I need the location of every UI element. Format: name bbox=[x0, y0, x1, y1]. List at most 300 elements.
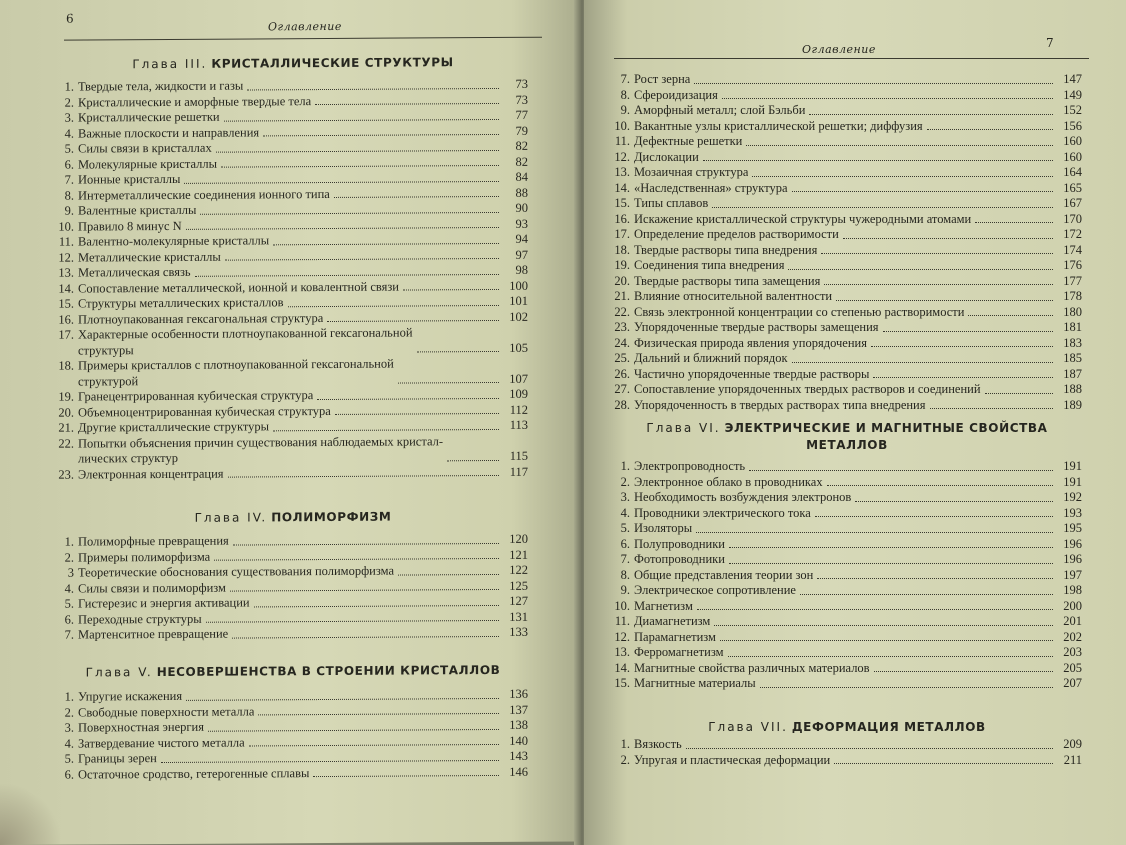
dot-leader bbox=[694, 83, 1053, 84]
entry-title: Диамагнетизм bbox=[634, 614, 711, 628]
entry-title: Примеры полиморфизма bbox=[78, 549, 211, 565]
entry-page-number: 105 bbox=[509, 340, 528, 355]
dot-leader bbox=[232, 635, 499, 638]
entry-number: 3. bbox=[64, 720, 74, 735]
entry-number: 26. bbox=[614, 366, 630, 381]
dot-leader bbox=[821, 253, 1053, 254]
entry-title: Правило 8 минус N bbox=[78, 218, 182, 234]
entry-number: 2. bbox=[620, 474, 630, 489]
dot-leader bbox=[214, 558, 499, 561]
entry-number: 2. bbox=[64, 550, 74, 565]
header-rule bbox=[614, 58, 1089, 59]
dot-leader bbox=[288, 304, 499, 306]
dot-leader bbox=[200, 211, 499, 214]
entry-number: 3. bbox=[64, 110, 74, 125]
entry-title: Дислокации bbox=[634, 149, 699, 164]
entry-number: 8. bbox=[620, 87, 630, 102]
entry-title: Попытки объяснения причин существования наблюдаемых кристал- bbox=[78, 433, 444, 451]
entry-text bbox=[634, 305, 964, 321]
entry-text bbox=[634, 258, 784, 274]
entry-text bbox=[78, 595, 250, 612]
entry-number: 12. bbox=[614, 629, 630, 644]
toc-entry bbox=[612, 289, 1082, 305]
entry-title: Твердые растворы типа внедрения bbox=[634, 242, 818, 257]
entry-number: 4. bbox=[64, 581, 74, 596]
entry-title: Твердые тела, жидкости и газы bbox=[78, 78, 244, 94]
entry-page-number: 176 bbox=[1063, 258, 1082, 272]
entry-text bbox=[78, 564, 394, 581]
entry-number: 2. bbox=[620, 752, 630, 767]
entry-page-number: 189 bbox=[1063, 397, 1082, 412]
entry-title: Объемноцентрированная кубическая структура bbox=[78, 403, 331, 420]
entry-page-number: 191 bbox=[1063, 459, 1082, 473]
entry-page-number: 100 bbox=[509, 278, 528, 293]
entry-text bbox=[78, 186, 330, 203]
entry-title: Определение пределов растворимости bbox=[634, 227, 839, 241]
dot-leader bbox=[800, 594, 1053, 595]
dot-leader bbox=[254, 604, 499, 606]
dot-leader bbox=[703, 160, 1053, 161]
entry-text bbox=[78, 295, 284, 312]
entry-number: 8. bbox=[620, 567, 630, 582]
dot-leader bbox=[195, 273, 499, 276]
entry-page-number: 122 bbox=[509, 562, 528, 577]
entry-text bbox=[634, 382, 981, 398]
entry-title: Фотопроводники bbox=[634, 552, 725, 566]
dot-leader bbox=[792, 191, 1053, 192]
toc-entry bbox=[612, 398, 1082, 414]
chapter-heading bbox=[58, 54, 528, 74]
entry-number: 8. bbox=[64, 188, 74, 203]
entry-title: Магнитные материалы bbox=[634, 676, 756, 690]
toc-entry bbox=[612, 661, 1082, 677]
dot-leader bbox=[752, 176, 1053, 177]
entry-number: 12. bbox=[614, 149, 630, 164]
entry-number: 22. bbox=[614, 304, 630, 319]
entry-text bbox=[634, 196, 708, 212]
entry-title: Свободные поверхности металла bbox=[78, 703, 255, 720]
toc-list bbox=[58, 77, 528, 483]
dot-leader bbox=[417, 351, 499, 353]
entry-title: Молекулярные кристаллы bbox=[78, 156, 217, 172]
entry-title: Вакантные узлы кристаллической решетки; диффузия bbox=[634, 118, 923, 133]
entry-page-number: 196 bbox=[1063, 536, 1082, 551]
toc-entry bbox=[58, 356, 528, 390]
entry-title: Сфероидизация bbox=[634, 87, 718, 102]
entry-page-number: 98 bbox=[515, 262, 528, 277]
entry-page-number: 197 bbox=[1063, 567, 1082, 582]
entry-page-number: 97 bbox=[515, 247, 528, 262]
dot-leader bbox=[712, 207, 1053, 208]
entry-number: 17. bbox=[58, 327, 74, 342]
entry-number: 10. bbox=[58, 219, 74, 234]
entry-page-number: 138 bbox=[509, 717, 528, 732]
entry-text bbox=[78, 466, 224, 482]
toc-entry bbox=[612, 630, 1082, 646]
entry-title: Изоляторы bbox=[634, 521, 693, 535]
chapter-prefix: Глава VI. bbox=[646, 421, 721, 435]
toc-entry bbox=[612, 150, 1082, 166]
entry-number: 2. bbox=[64, 705, 74, 720]
entry-text bbox=[78, 735, 245, 752]
dot-leader bbox=[335, 413, 499, 415]
entry-title: Электронное облако в проводниках bbox=[634, 474, 823, 489]
entry-title: Типы сплавов bbox=[634, 196, 709, 210]
dot-leader bbox=[233, 542, 499, 545]
toc-entry bbox=[612, 72, 1082, 88]
entry-title: Влияние относительной валентности bbox=[634, 289, 833, 303]
entry-page-number: 181 bbox=[1063, 320, 1082, 334]
dot-leader bbox=[228, 475, 499, 478]
entry-text bbox=[78, 534, 229, 550]
toc-list bbox=[58, 532, 528, 643]
entry-number: 7. bbox=[620, 72, 630, 86]
entry-page-number: 178 bbox=[1063, 289, 1082, 303]
entry-page-number: 207 bbox=[1063, 676, 1082, 690]
entry-number: 13. bbox=[614, 645, 630, 659]
entry-text bbox=[78, 94, 311, 111]
toc-entry bbox=[612, 737, 1082, 753]
toc-entry bbox=[612, 568, 1082, 584]
dot-leader bbox=[873, 377, 1053, 378]
entry-text bbox=[634, 676, 756, 692]
entry-page-number: 107 bbox=[509, 371, 528, 386]
entry-number: 4. bbox=[620, 505, 630, 520]
entry-text bbox=[78, 419, 269, 436]
entry-number: 2. bbox=[64, 95, 74, 110]
entry-title: Структуры металлических кристаллов bbox=[78, 295, 284, 311]
entry-number: 5. bbox=[64, 596, 74, 611]
entry-text bbox=[634, 165, 748, 181]
dot-leader bbox=[975, 222, 1053, 223]
dot-leader bbox=[746, 145, 1053, 146]
entry-title: Силы связи и полиморфизм bbox=[78, 580, 226, 596]
toc-entry bbox=[612, 506, 1082, 522]
entry-title: Полиморфные превращения bbox=[78, 533, 229, 549]
entry-text bbox=[78, 249, 221, 265]
dot-leader bbox=[749, 470, 1053, 471]
toc-entry bbox=[612, 258, 1082, 274]
entry-title: Полупроводники bbox=[634, 536, 725, 551]
toc-entry bbox=[612, 599, 1082, 615]
dot-leader bbox=[315, 103, 499, 105]
entry-text bbox=[78, 403, 331, 420]
dot-leader bbox=[871, 346, 1053, 347]
entry-page-number: 79 bbox=[515, 123, 528, 138]
entry-number: 4. bbox=[64, 126, 74, 141]
entry-title-continued: лических структур bbox=[78, 450, 178, 466]
entry-text bbox=[78, 388, 313, 405]
entry-title: Кристаллические решетки bbox=[78, 109, 220, 125]
entry-text bbox=[634, 521, 692, 537]
entry-number: 4. bbox=[64, 736, 74, 751]
entry-number: 7. bbox=[64, 172, 74, 187]
entry-number: 1. bbox=[64, 534, 74, 549]
entry-title: Переходные структуры bbox=[78, 611, 202, 627]
dot-leader bbox=[398, 573, 499, 575]
toc-entry bbox=[612, 367, 1082, 383]
dot-leader bbox=[968, 315, 1053, 316]
entry-title: Сопоставление упорядоченных твердых растворов и соединений bbox=[634, 382, 981, 396]
entry-number: 16. bbox=[614, 211, 630, 226]
entry-number: 5. bbox=[64, 751, 74, 766]
entry-number: 14. bbox=[58, 281, 74, 296]
entry-text bbox=[78, 434, 443, 467]
entry-number: 1. bbox=[64, 689, 74, 704]
entry-number: 3. bbox=[620, 490, 630, 504]
entry-text bbox=[78, 141, 212, 157]
entry-page-number: 127 bbox=[509, 593, 528, 608]
chapter-title: ПОЛИМОРФИЗМ bbox=[271, 509, 392, 525]
toc-list bbox=[612, 72, 1082, 413]
entry-text bbox=[78, 325, 413, 358]
entry-text bbox=[634, 336, 867, 352]
entry-page-number: 203 bbox=[1063, 645, 1082, 659]
entry-page-number: 167 bbox=[1063, 196, 1082, 210]
entry-text bbox=[78, 156, 217, 172]
entry-number: 25. bbox=[614, 351, 630, 365]
dot-leader bbox=[186, 697, 499, 700]
entry-title: Металлические кристаллы bbox=[78, 249, 221, 265]
dot-leader bbox=[184, 180, 499, 183]
entry-title: Ферромагнетизм bbox=[634, 645, 724, 659]
entry-number: 14. bbox=[614, 660, 630, 675]
entry-page-number: 90 bbox=[515, 200, 528, 215]
entry-title: Упорядоченные твердые растворы замещения bbox=[634, 320, 879, 334]
entry-page-number: 211 bbox=[1063, 752, 1082, 767]
entry-number: 6. bbox=[64, 612, 74, 627]
entry-title: Вязкость bbox=[634, 737, 682, 751]
toc-entry bbox=[612, 537, 1082, 553]
entry-text bbox=[634, 568, 813, 584]
entry-title: Частично упорядоченные твердые растворы bbox=[634, 366, 870, 381]
entry-page-number: 152 bbox=[1063, 103, 1082, 117]
running-head: Оглавление bbox=[268, 19, 342, 34]
toc-list bbox=[612, 459, 1082, 692]
entry-text bbox=[634, 150, 699, 166]
entry-title-continued: структурой bbox=[78, 373, 139, 389]
chapter-title-line2: МЕТАЛЛОВ bbox=[806, 438, 888, 452]
dot-leader bbox=[216, 149, 499, 152]
entry-title: Электрическое сопротивление bbox=[634, 583, 796, 597]
dot-leader bbox=[249, 744, 499, 747]
entry-page-number: 160 bbox=[1063, 134, 1082, 148]
entry-number: 6. bbox=[64, 767, 74, 782]
entry-page-number: 180 bbox=[1063, 304, 1082, 319]
entry-text bbox=[634, 274, 820, 290]
dot-leader bbox=[760, 687, 1053, 688]
entry-number: 15. bbox=[614, 676, 630, 690]
entry-number: 1. bbox=[64, 79, 74, 94]
toc-entry bbox=[612, 196, 1082, 212]
dot-leader bbox=[722, 98, 1053, 99]
entry-page-number: 205 bbox=[1063, 660, 1082, 675]
entry-number: 11. bbox=[58, 234, 74, 249]
entry-text bbox=[634, 459, 745, 475]
entry-title: Рост зерна bbox=[634, 72, 691, 86]
toc-entry bbox=[612, 305, 1082, 321]
entry-number: 20. bbox=[614, 273, 630, 288]
entry-number: 23. bbox=[58, 467, 74, 482]
dot-leader bbox=[729, 547, 1053, 548]
entry-page-number: 164 bbox=[1063, 165, 1082, 179]
entry-title: «Наследственная» структура bbox=[634, 180, 788, 195]
dot-leader bbox=[824, 284, 1053, 285]
header-rule bbox=[64, 37, 542, 41]
entry-text bbox=[634, 119, 923, 135]
entry-title: Связь электронной концентрации со степенью растворимости bbox=[634, 304, 965, 319]
entry-text bbox=[634, 134, 742, 150]
dot-leader bbox=[186, 227, 499, 230]
entry-text bbox=[78, 580, 226, 596]
finger-shadow bbox=[0, 780, 60, 845]
dot-leader bbox=[815, 516, 1053, 517]
entry-text bbox=[634, 475, 823, 491]
entry-text bbox=[78, 720, 204, 736]
entry-number: 19. bbox=[58, 389, 74, 404]
entry-text bbox=[634, 88, 718, 104]
entry-title: Гистерезис и энергия активации bbox=[78, 595, 250, 611]
entry-page-number: 102 bbox=[509, 309, 528, 324]
dot-leader bbox=[686, 748, 1053, 749]
chapter-heading bbox=[612, 420, 1082, 454]
dot-leader bbox=[221, 165, 499, 168]
entry-page-number: 147 bbox=[1063, 72, 1082, 86]
entry-page-number: 156 bbox=[1063, 118, 1082, 133]
dot-leader bbox=[697, 609, 1053, 610]
entry-page-number: 170 bbox=[1063, 211, 1082, 226]
entry-page-number: 84 bbox=[515, 169, 528, 184]
toc-entry bbox=[58, 325, 528, 359]
entry-title: Металлическая связь bbox=[78, 264, 191, 280]
entry-number: 28. bbox=[614, 397, 630, 412]
toc-entry bbox=[612, 351, 1082, 367]
dot-leader bbox=[225, 258, 499, 261]
entry-number: 15. bbox=[614, 196, 630, 210]
entry-number: 21. bbox=[58, 420, 74, 435]
entry-page-number: 133 bbox=[509, 624, 528, 639]
toc-entry bbox=[612, 119, 1082, 135]
entry-text bbox=[78, 110, 220, 126]
entry-page-number: 193 bbox=[1063, 505, 1082, 520]
entry-number: 19. bbox=[614, 258, 630, 272]
entry-page-number: 109 bbox=[509, 386, 528, 401]
entry-number: 21. bbox=[614, 289, 630, 303]
entry-number: 5. bbox=[64, 141, 74, 156]
entry-number: 16. bbox=[58, 312, 74, 327]
entry-page-number: 187 bbox=[1063, 366, 1082, 381]
entry-page-number: 140 bbox=[509, 733, 528, 748]
toc-entry bbox=[612, 227, 1082, 243]
entry-title: Магнитные свойства различных материалов bbox=[634, 660, 870, 675]
entry-title: Гранецентрированная кубическая структура bbox=[78, 388, 314, 404]
entry-text bbox=[78, 125, 259, 142]
entry-title: Парамагнетизм bbox=[634, 629, 716, 644]
dot-leader bbox=[985, 393, 1053, 394]
entry-page-number: 121 bbox=[509, 547, 528, 562]
entry-title: Электронная концентрация bbox=[78, 466, 224, 482]
entry-number: 12. bbox=[58, 250, 74, 265]
entry-title: Мозаичная структура bbox=[634, 165, 749, 179]
entry-number: 1. bbox=[620, 737, 630, 751]
entry-number: 11. bbox=[614, 134, 630, 148]
entry-page-number: 82 bbox=[515, 138, 528, 153]
entry-text bbox=[634, 289, 832, 305]
entry-title: Электропроводность bbox=[634, 459, 746, 473]
toc-entry bbox=[58, 764, 528, 782]
entry-number: 3 bbox=[67, 565, 74, 580]
chapter-heading bbox=[58, 662, 528, 682]
entry-text bbox=[78, 172, 180, 188]
entry-text bbox=[634, 645, 724, 661]
dot-leader bbox=[834, 763, 1053, 764]
toc-entry bbox=[612, 475, 1082, 491]
toc-entry bbox=[612, 583, 1082, 599]
entry-text bbox=[634, 599, 693, 615]
entry-title: Твердые растворы типа замещения bbox=[634, 273, 821, 288]
toc-entry bbox=[612, 274, 1082, 290]
chapter-title: КРИСТАЛЛИЧЕСКИЕ СТРУКТУРЫ bbox=[211, 55, 454, 71]
toc-entry bbox=[612, 521, 1082, 537]
entry-title: Кристаллические и аморфные твердые тела bbox=[78, 93, 312, 110]
toc-entry bbox=[612, 614, 1082, 630]
entry-title: Валентно-молекулярные кристаллы bbox=[78, 233, 270, 249]
entry-number: 6. bbox=[64, 157, 74, 172]
toc-entry bbox=[612, 88, 1082, 104]
dot-leader bbox=[927, 129, 1053, 130]
dot-leader bbox=[827, 485, 1053, 486]
entry-page-number: 82 bbox=[515, 154, 528, 169]
entry-number: 7. bbox=[64, 627, 74, 642]
dot-leader bbox=[161, 759, 499, 762]
entry-text bbox=[78, 766, 309, 783]
entry-title: Дальний и ближний порядок bbox=[634, 351, 788, 365]
entry-title: Остаточное сродство, гетерогенные сплавы bbox=[78, 765, 310, 782]
entry-page-number: 131 bbox=[509, 609, 528, 624]
dot-leader bbox=[817, 578, 1053, 579]
chapter-title: ДЕФОРМАЦИЯ МЕТАЛЛОВ bbox=[791, 720, 986, 734]
toc-entry bbox=[612, 181, 1082, 197]
entry-text bbox=[634, 490, 851, 506]
entry-page-number: 112 bbox=[509, 402, 528, 417]
entry-title: Упорядоченность в твердых растворах типа внедрения bbox=[634, 397, 926, 412]
page-number: 7 bbox=[1046, 36, 1054, 50]
entry-text bbox=[634, 72, 690, 88]
entry-title: Сопоставление металлической, ионной и ковалентной связи bbox=[78, 279, 399, 296]
entry-page-number: 137 bbox=[509, 702, 528, 717]
entry-title: Теоретические обоснования существования полиморфизма bbox=[78, 563, 395, 580]
entry-number: 27. bbox=[614, 382, 630, 396]
toc-entry bbox=[612, 165, 1082, 181]
entry-title: Примеры кристаллов с плотноупакованной гексагональной bbox=[78, 356, 394, 373]
dot-leader bbox=[224, 118, 499, 121]
toc-entry bbox=[612, 753, 1082, 769]
entry-number: 10. bbox=[614, 598, 630, 613]
entry-title: Упругие искажения bbox=[78, 688, 183, 704]
entry-text bbox=[78, 311, 323, 328]
dot-leader bbox=[843, 238, 1053, 239]
entry-title: Характерные особенности плотноупакованной гексагональной bbox=[78, 325, 413, 342]
entry-text bbox=[634, 661, 870, 677]
dot-leader bbox=[729, 563, 1053, 564]
toc-entry bbox=[612, 336, 1082, 352]
entry-page-number: 192 bbox=[1063, 490, 1082, 504]
entry-page-number: 101 bbox=[509, 293, 528, 308]
entry-title: Силы связи в кристаллах bbox=[78, 140, 212, 156]
entry-text bbox=[634, 614, 710, 630]
chapter-prefix: Глава IV. bbox=[194, 510, 268, 525]
entry-text bbox=[634, 583, 796, 599]
